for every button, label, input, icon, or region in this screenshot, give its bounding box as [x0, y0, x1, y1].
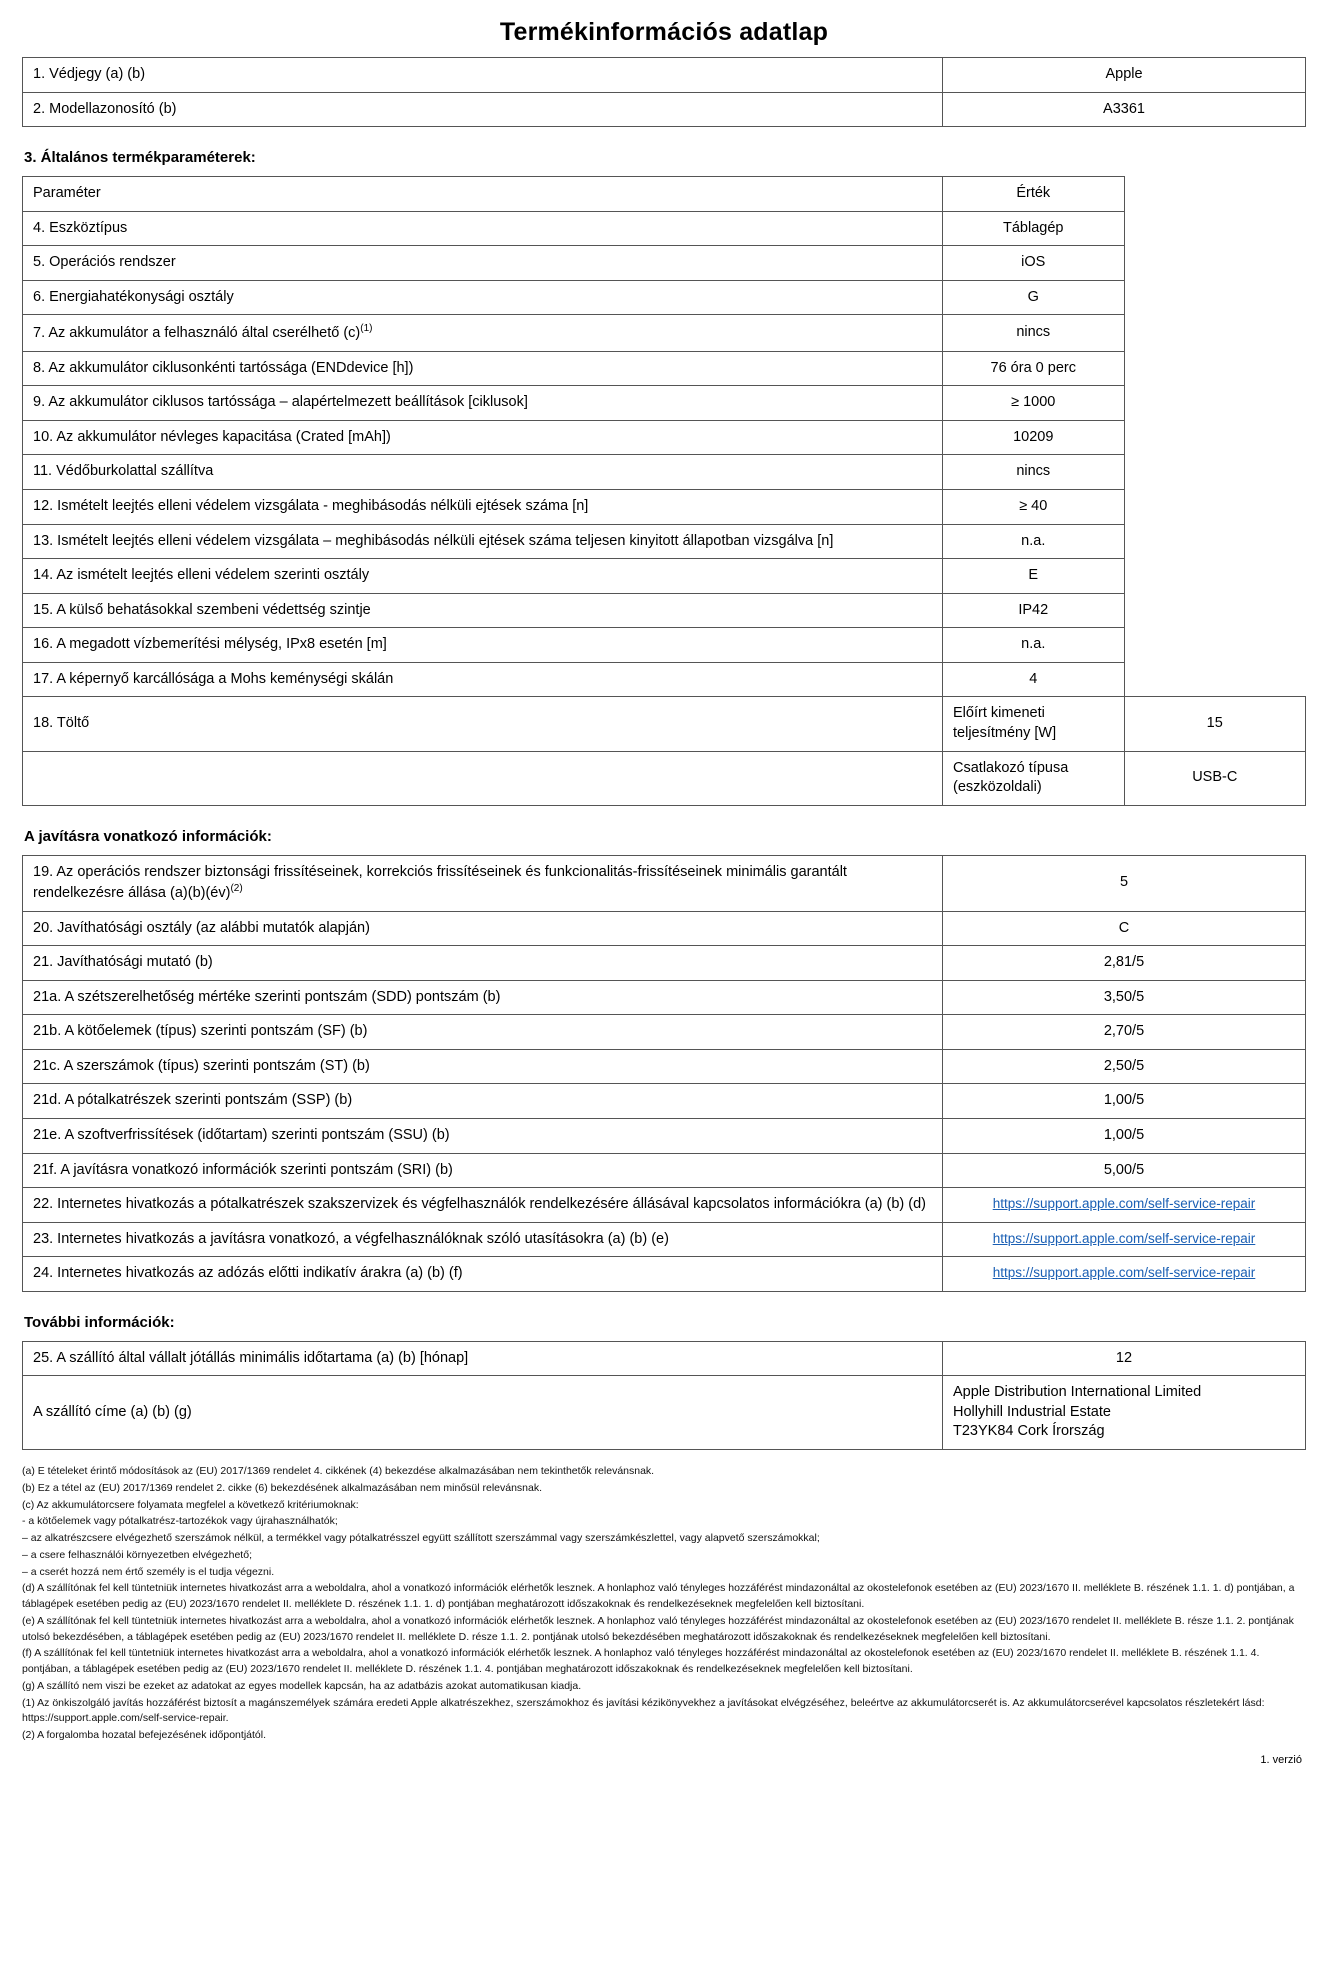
row-value: G	[943, 280, 1125, 315]
row-value: 1,00/5	[943, 1084, 1306, 1119]
footnote: – az alkatrészcsere elvégezhető szerszámok nélkül, a termékkel vagy pótalkatrésszel együtt szállított szerszámmal vagy szerszámkészlettel, vagy alapvető szerszámokkal;	[22, 1532, 820, 1545]
general-parameters-table	[22, 176, 1306, 806]
footnote: (c) Az akkumulátorcsere folyamata megfelel a következő kritériumoknak:	[22, 1498, 359, 1511]
row-value: n.a.	[943, 524, 1125, 559]
footnote: (f) A szállítónak fel kell tüntetniük internetes hivatkozást arra a weboldalra, ahol a vonatkozó információk elérhetők lesznek. A honlaphoz való tényleges hozzáférést mindazonáltal az okostelefonok esetében az (EU) 2023/1670 rendelet II. melléklete B. részének 1.1. 4. pontjában, a táblagépek esetében pedig az (EU) 2023/1670 rendelet II. melléklete D. részének 1.1. 4. pontjában meghatározott időszakoknak és rendelkezéseknek megfelelően kell biztosítani.	[22, 1647, 1260, 1676]
section-heading-repair: A javításra vonatkozó információk:	[24, 827, 272, 845]
page-title: Termékinformációs adatlap	[499, 18, 829, 46]
row-label: 22. Internetes hivatkozás a pótalkatrészek szakszervizek és végfelhasználók rendelkezésére állásával kapcsolatos információkra (a) (b) (d)	[23, 1188, 943, 1223]
table-row-charger	[23, 751, 1306, 805]
table-row	[23, 315, 1306, 351]
row-value: iOS	[943, 246, 1125, 281]
charger-value: 15	[1124, 697, 1306, 751]
charger-attribute: Csatlakozó típusa (eszközoldali)	[943, 751, 1125, 805]
table-row	[23, 351, 1306, 386]
row-value: 76 óra 0 perc	[943, 351, 1125, 386]
row-value: 5,00/5	[943, 1153, 1306, 1188]
row-label: 25. A szállító által vállalt jótállás minimális időtartama (a) (b) [hónap]	[23, 1341, 943, 1376]
row-label: 21f. A javításra vonatkozó információk szerinti pontszám (SRI) (b)	[23, 1153, 943, 1188]
table-row	[23, 1118, 1306, 1153]
row-value-link	[943, 1188, 1306, 1223]
row-value: 10209	[943, 420, 1125, 455]
model-id-label: 2. Modellazonosító (b)	[23, 92, 943, 127]
row-label: 15. A külső behatásokkal szembeni védettség szintje	[23, 593, 943, 628]
charger-attribute: Előírt kimeneti teljesítmény [W]	[943, 697, 1125, 751]
table-row-charger	[23, 697, 1306, 751]
row-label	[23, 315, 943, 351]
table-row	[23, 280, 1306, 315]
row-value: 3,50/5	[943, 980, 1306, 1015]
table-row	[23, 246, 1306, 281]
footnote: (d) A szállítónak fel kell tüntetniük internetes hivatkozást arra a weboldalra, ahol a vonatkozó információk elérhetők lesznek. A honlaphoz való tényleges hozzáférést mindazonáltal az okostelefonok esetében az (EU) 2023/1670 II. mellékletе B. részének 1.1. 1. d) pontjában, a táblagépek esetében pedig az (EU) 2023/1670 rendelet II. melléklete D. részének 1.1. 1. d) pontjában meghatározott időszakoknak és rendelkezéseknek megfelelően kell biztosítani.	[22, 1582, 1295, 1611]
table-row	[23, 490, 1306, 525]
row-value: 4	[943, 662, 1125, 697]
supplier-address-line2: Hollyhill Industrial Estate	[953, 1403, 1111, 1420]
table-row	[23, 593, 1306, 628]
column-header-value: Érték	[943, 177, 1125, 212]
table-row	[23, 524, 1306, 559]
footnote: (2) A forgalomba hozatal befejezésének időpontjától.	[22, 1729, 266, 1742]
row-label: 21. Javíthatósági mutató (b)	[23, 946, 943, 981]
row-value: Táblagép	[943, 211, 1125, 246]
column-header-parameter: Paraméter	[23, 177, 943, 212]
footnotes	[22, 1464, 1306, 1744]
row-label: 8. Az akkumulátor ciklusonkénti tartóssága (ENDdevice [h])	[23, 351, 943, 386]
row-label: 11. Védőburkolattal szállítva	[23, 455, 943, 490]
charger-label: 18. Töltő	[23, 697, 943, 751]
row-label: 9. Az akkumulátor ciklusos tartóssága – alapértelmezett beállítások [ciklusok]	[23, 386, 943, 421]
row-label: 17. A képernyő karcállósága a Mohs keménységi skálán	[23, 662, 943, 697]
row-label: 10. Az akkumulátor névleges kapacitása (Crated [mAh])	[23, 420, 943, 455]
row-label: 21c. A szerszámok (típus) szerinti pontszám (ST) (b)	[23, 1049, 943, 1084]
footnote: - a kötőelemek vagy pótalkatrész-tartozékok vagy újrahasználhatók;	[22, 1515, 338, 1528]
footnote-marker: (2)	[230, 883, 243, 895]
row-label: 12. Ismételt leejtés elleni védelem vizsgálata - meghibásodás nélküli ejtések száma [n]	[23, 490, 943, 525]
row-value: ≥ 40	[943, 490, 1125, 525]
supplier-address-label: A szállító címe (a) (b) (g)	[23, 1376, 943, 1450]
footnote: (a) E tételeket érintő módosítások az (EU) 2017/1369 rendelet 4. cikkének (4) bekezdése alkalmazásában nem tekinthetők relevánsnak.	[22, 1465, 655, 1478]
self-service-repair-link[interactable]: https://support.apple.com/self-service-repair	[992, 1230, 1256, 1246]
section-heading-more-info: További információk:	[24, 1313, 175, 1331]
footnote: (g) A szállító nem viszi be ezeket az adatokat az egyes modellek kapcsán, ha az adatbázis azokat automatikusan kiadja.	[22, 1679, 582, 1692]
table-row	[23, 628, 1306, 663]
table-row	[23, 455, 1306, 490]
row-label: 5. Operációs rendszer	[23, 246, 943, 281]
table-row	[23, 1015, 1306, 1050]
table-row	[23, 1188, 1306, 1223]
footnote: (b) Ez a tétel az (EU) 2017/1369 rendelet 2. cikke (6) bekezdésének alkalmazásában nem minősül relevánsnak.	[22, 1481, 543, 1494]
supplier-address-value	[943, 1376, 1306, 1450]
row-label: 23. Internetes hivatkozás a javításra vonatkozó, a végfelhasználóknak szóló utasításokra (a) (b) (e)	[23, 1222, 943, 1257]
table-row	[23, 1257, 1306, 1292]
charger-label-empty	[23, 751, 943, 805]
table-row	[23, 1341, 1306, 1376]
row-value: nincs	[943, 315, 1125, 351]
row-value-link	[943, 1222, 1306, 1257]
table-row	[23, 946, 1306, 981]
self-service-repair-link[interactable]: https://support.apple.com/self-service-repair	[992, 1196, 1256, 1212]
table-row	[23, 211, 1306, 246]
table-row	[23, 58, 1306, 93]
document-version: 1. verzió	[1260, 1753, 1302, 1766]
identification-table	[22, 57, 1306, 127]
table-row	[23, 1153, 1306, 1188]
table-row	[23, 855, 1306, 911]
row-label	[23, 855, 943, 911]
footnote: – a cserét hozzá nem értő személy is el tudja végezni.	[22, 1565, 275, 1578]
table-row	[23, 662, 1306, 697]
table-row	[23, 559, 1306, 594]
additional-information-table	[22, 1341, 1306, 1450]
row-label-text: 7. Az akkumulátor a felhasználó által cserélhető (c)	[33, 325, 361, 342]
row-value: 2,70/5	[943, 1015, 1306, 1050]
row-value: 12	[943, 1341, 1306, 1376]
supplier-address-line1: Apple Distribution International Limited	[953, 1384, 1202, 1401]
charger-value: USB-C	[1124, 751, 1306, 805]
row-value: IP42	[943, 593, 1125, 628]
trademark-label: 1. Védjegy (a) (b)	[23, 58, 943, 93]
trademark-value: Apple	[943, 58, 1306, 93]
row-value: n.a.	[943, 628, 1125, 663]
table-row	[23, 980, 1306, 1015]
footnote-marker: (1)	[360, 323, 373, 335]
row-value: nincs	[943, 455, 1125, 490]
model-id-value: A3361	[943, 92, 1306, 127]
table-row	[23, 92, 1306, 127]
row-label: 6. Energiahatékonysági osztály	[23, 280, 943, 315]
row-label: 4. Eszköztípus	[23, 211, 943, 246]
self-service-repair-link[interactable]: https://support.apple.com/self-service-repair	[992, 1265, 1256, 1281]
row-value-link	[943, 1257, 1306, 1292]
table-row	[23, 911, 1306, 946]
supplier-address-line3: T23YK84 Cork Írország	[953, 1423, 1105, 1440]
footnote: (e) A szállítónak fel kell tüntetniük internetes hivatkozást arra a weboldalra, ahol a vonatkozó információk elérhetők lesznek. A honlaphoz való tényleges hozzáférést mindazonáltal az okostelefonok esetében az (EU) 2023/1670 rendelet II. melléklete B. része 1.1. 2. pontjának utolsó bekezdésében, a táblagépek esetében pedig az (EU) 2023/1670 rendelet II. melléklete D. része 1.1. 2. pontjának utolsó bekezdésében meghatározott időszakoknak és rendelkezéseknek megfelelően kell biztosítani.	[22, 1614, 1294, 1643]
table-header-row	[23, 177, 1306, 212]
row-label-text: 19. Az operációs rendszer biztonsági frissítéseinek, korrekciós frissítéseinek és funkcionalitás-frissítéseinek minimális garantált rendelkezésre állása (a)(b)(év)	[33, 863, 847, 902]
row-label: 20. Javíthatósági osztály (az alábbi mutatók alapján)	[23, 911, 943, 946]
footnote: – a csere felhasználói környezetben elvégezhető;	[22, 1548, 252, 1561]
row-value: ≥ 1000	[943, 386, 1125, 421]
row-label: 14. Az ismételt leejtés elleni védelem szerinti osztály	[23, 559, 943, 594]
table-row	[23, 420, 1306, 455]
row-label: 16. A megadott vízbemerítési mélység, IPx8 esetén [m]	[23, 628, 943, 663]
table-row-supplier-address	[23, 1376, 1306, 1450]
repair-information-table	[22, 855, 1306, 1292]
footnote: (1) Az önkiszolgáló javítás hozzáférést biztosít a magánszemélyek számára eredeti Apple alkatrészekhez, szerszámokhoz és javítási kézikönyvekhez a javításokat elvégzéséhez, beleértve az akkumulátorcserét is. Az akkumulátorcserével kapcsolatos részletekért lásd: https://support.apple.com/self-service-repair.	[22, 1696, 1265, 1725]
row-label: 21a. A szétszerelhetőség mértéke szerinti pontszám (SDD) pontszám (b)	[23, 980, 943, 1015]
table-row	[23, 1049, 1306, 1084]
table-row	[23, 1222, 1306, 1257]
table-row	[23, 1084, 1306, 1119]
table-row	[23, 386, 1306, 421]
row-label: 24. Internetes hivatkozás az adózás előtti indikatív árakra (a) (b) (f)	[23, 1257, 943, 1292]
row-value: 2,50/5	[943, 1049, 1306, 1084]
row-label: 21e. A szoftverfrissítések (időtartam) szerinti pontszám (SSU) (b)	[23, 1118, 943, 1153]
row-value: C	[943, 911, 1306, 946]
row-label: 13. Ismételt leejtés elleni védelem vizsgálata – meghibásodás nélküli ejtések száma teljesen kinyitott állapotban vizsgálva [n]	[23, 524, 943, 559]
section-heading-general: 3. Általános termékparaméterek:	[24, 149, 256, 167]
row-value: 1,00/5	[943, 1118, 1306, 1153]
row-value: 5	[943, 855, 1306, 911]
row-value: E	[943, 559, 1125, 594]
row-label: 21d. A pótalkatrészek szerinti pontszám (SSP) (b)	[23, 1084, 943, 1119]
row-value: 2,81/5	[943, 946, 1306, 981]
row-label: 21b. A kötőelemek (típus) szerinti pontszám (SF) (b)	[23, 1015, 943, 1050]
